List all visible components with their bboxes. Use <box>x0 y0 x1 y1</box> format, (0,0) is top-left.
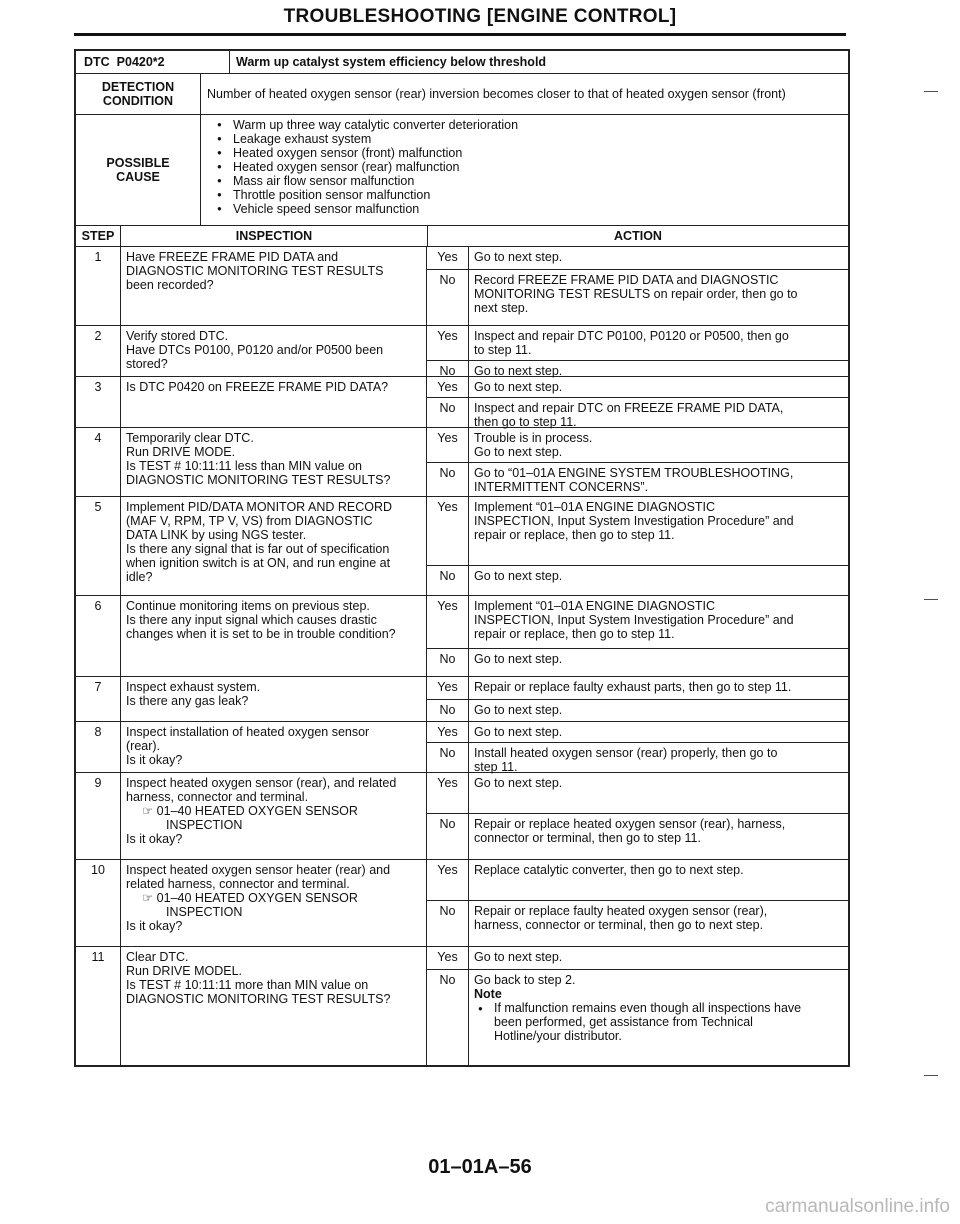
step-actions <box>427 773 848 859</box>
note-line: been performed, get assistance from Technical <box>494 1015 753 1029</box>
yes-row <box>427 596 848 649</box>
dtc-table <box>74 49 850 1067</box>
yes-label: Yes <box>427 773 469 813</box>
detection-row <box>76 74 848 115</box>
causes-list <box>207 118 518 216</box>
yes-row <box>427 428 848 463</box>
inspection-line: Run DRIVE MODE. <box>126 445 236 459</box>
step-number: 11 <box>76 947 121 1065</box>
yes-action <box>469 247 848 269</box>
action-line: Go to next step. <box>474 445 563 459</box>
yes-action <box>469 377 848 397</box>
no-action <box>469 463 848 497</box>
action-line: connector or terminal, then go to step 11. <box>474 831 701 845</box>
note-line: ● If malfunction remains even though all inspections have <box>474 1001 843 1015</box>
action-line: Replace catalytic converter, then go to next step. <box>474 863 744 877</box>
steps-header <box>76 226 848 247</box>
dtc-code: P0420*2 <box>116 55 165 69</box>
action-line: MONITORING TEST RESULTS on repair order, then go to <box>474 287 798 301</box>
reference-link[interactable]: ☞ 01–40 HEATED OXYGEN SENSOR <box>142 891 358 905</box>
step-inspection <box>121 428 427 496</box>
inspection-line: changes when it is set to be in trouble condition? <box>126 627 396 641</box>
inspection-line: Is there any signal that is far out of specification <box>126 542 390 556</box>
yes-action <box>469 773 848 813</box>
yes-row <box>427 677 848 700</box>
cause-item: ● Leakage exhaust system <box>233 132 518 146</box>
yes-label: Yes <box>427 860 469 900</box>
action-line: Repair or replace faulty heated oxygen sensor (rear), <box>474 904 768 918</box>
cause-item: ● Throttle position sensor malfunction <box>233 188 518 202</box>
no-row <box>427 649 848 676</box>
title-rule <box>74 33 846 36</box>
no-row <box>427 901 848 946</box>
detection-label-line2: CONDITION <box>102 94 174 108</box>
no-action <box>469 970 848 1065</box>
margin-mark: — <box>924 82 938 98</box>
step-actions <box>427 860 848 946</box>
action-line: Go to “01–01A ENGINE SYSTEM TROUBLESHOOTING, <box>474 466 794 480</box>
no-label: No <box>427 270 469 325</box>
no-label: No <box>427 566 469 595</box>
action-line: Go back to step 2. <box>474 973 576 987</box>
no-row <box>427 814 848 859</box>
action-line: next step. <box>474 301 529 315</box>
inspection-line: Is TEST # 10:11:11 less than MIN value on <box>126 459 363 473</box>
yes-label: Yes <box>427 428 469 462</box>
inspection-line: Is there any gas leak? <box>126 694 249 708</box>
inspection-line: Verify stored DTC. <box>126 329 229 343</box>
header-step: STEP <box>76 226 121 246</box>
inspection-line: when ignition switch is at ON, and run engine at <box>126 556 391 570</box>
cause-item: ● Mass air flow sensor malfunction <box>233 174 518 188</box>
no-action <box>469 270 848 325</box>
cause-item: ● Heated oxygen sensor (rear) malfunction <box>233 160 518 174</box>
action-line: harness, connector or terminal, then go to next step. <box>474 918 764 932</box>
yes-row <box>427 326 848 361</box>
page-number: 01–01A–56 <box>428 1156 532 1178</box>
step-inspection <box>121 947 427 1065</box>
step-number: 6 <box>76 596 121 676</box>
yes-row <box>427 860 848 901</box>
yes-row <box>427 377 848 398</box>
action-line: Go to next step. <box>474 569 563 583</box>
action-line: INSPECTION, Input System Investigation Procedure” and <box>474 514 794 528</box>
inspection-line: been recorded? <box>126 278 214 292</box>
page-title: TROUBLESHOOTING [ENGINE CONTROL] <box>283 6 677 27</box>
note-title: Note <box>474 987 502 1001</box>
watermark: carmanualsonline.info <box>765 1196 950 1217</box>
step-actions <box>427 428 848 496</box>
inspection-line: Inspect installation of heated oxygen sensor <box>126 725 370 739</box>
no-action <box>469 398 848 432</box>
no-label: No <box>427 700 469 721</box>
no-row <box>427 566 848 595</box>
detection-text: Number of heated oxygen sensor (rear) inversion becomes closer to that of heated oxygen sensor (front) <box>207 87 786 101</box>
no-row <box>427 700 848 721</box>
action-line: Go to next step. <box>474 380 563 394</box>
no-row <box>427 743 848 777</box>
no-action <box>469 649 848 676</box>
no-row <box>427 270 848 325</box>
steps-body <box>76 247 848 1065</box>
cause-item: ● Vehicle speed sensor malfunction <box>233 202 518 216</box>
yes-action <box>469 860 848 900</box>
causes-row <box>76 115 848 226</box>
inspection-line: idle? <box>126 570 153 584</box>
action-line: Implement “01–01A ENGINE DIAGNOSTIC <box>474 500 716 514</box>
action-line: Install heated oxygen sensor (rear) properly, then go to <box>474 746 778 760</box>
detection-label <box>76 74 201 114</box>
action-line: Inspect and repair DTC on FREEZE FRAME PID DATA, <box>474 401 784 415</box>
step-row <box>76 773 848 860</box>
step-inspection <box>121 722 427 772</box>
action-line: Inspect and repair DTC P0100, P0120 or P0500, then go <box>474 329 789 343</box>
inspection-line: (MAF V, RPM, TP V, VS) from DIAGNOSTIC <box>126 514 373 528</box>
step-inspection <box>121 326 427 376</box>
action-line: then go to step 11. <box>474 415 577 429</box>
yes-label: Yes <box>427 947 469 969</box>
action-line: step 11. <box>474 760 518 774</box>
action-line: Implement “01–01A ENGINE DIAGNOSTIC <box>474 599 716 613</box>
step-actions <box>427 377 848 427</box>
no-label: No <box>427 743 469 777</box>
cause-item: ● Heated oxygen sensor (front) malfunction <box>233 146 518 160</box>
action-line: Go to next step. <box>474 250 563 264</box>
no-label: No <box>427 398 469 432</box>
action-line: Go to next step. <box>474 725 563 739</box>
step-number: 3 <box>76 377 121 427</box>
dtc-label: DTC <box>84 55 110 69</box>
step-number: 5 <box>76 497 121 595</box>
inspection-line: DIAGNOSTIC MONITORING TEST RESULTS? <box>126 992 391 1006</box>
detection-label-line1: DETECTION <box>101 80 175 94</box>
step-inspection <box>121 677 427 721</box>
no-action <box>469 814 848 859</box>
no-row <box>427 463 848 497</box>
yes-label: Yes <box>427 722 469 742</box>
step-actions <box>427 596 848 676</box>
yes-label: Yes <box>427 247 469 269</box>
action-line: Go to next step. <box>474 776 563 790</box>
note-line: Hotline/your distributor. <box>494 1029 622 1043</box>
step-inspection <box>121 247 427 325</box>
step-number: 9 <box>76 773 121 859</box>
action-line: repair or replace, then go to step 11. <box>474 627 675 641</box>
step-number: 1 <box>76 247 121 325</box>
causes-label-line1: POSSIBLE <box>106 156 170 170</box>
inspection-line: Is it okay? <box>126 832 183 846</box>
step-actions <box>427 947 848 1065</box>
yes-row <box>427 497 848 566</box>
action-line: Go to next step. <box>474 364 563 378</box>
action-line: INSPECTION, Input System Investigation Procedure” and <box>474 613 794 627</box>
step-actions <box>427 677 848 721</box>
yes-label: Yes <box>427 677 469 699</box>
no-label: No <box>427 463 469 497</box>
step-row <box>76 677 848 722</box>
inspection-line: Is DTC P0420 on FREEZE FRAME PID DATA? <box>126 380 389 394</box>
causes-label-line2: CAUSE <box>116 170 160 184</box>
yes-label: Yes <box>427 326 469 360</box>
step-inspection <box>121 773 427 859</box>
inspection-line: Temporarily clear DTC. <box>126 431 254 445</box>
inspection-line: Inspect heated oxygen sensor (rear), and related <box>126 776 397 790</box>
inspection-line: DIAGNOSTIC MONITORING TEST RESULTS? <box>126 473 391 487</box>
step-row <box>76 377 848 428</box>
step-row <box>76 497 848 596</box>
inspection-line: Have FREEZE FRAME PID DATA and <box>126 250 339 264</box>
inspection-line: Run DRIVE MODEL. <box>126 964 243 978</box>
margin-mark: — <box>924 1066 938 1082</box>
inspection-line: Implement PID/DATA MONITOR AND RECORD <box>126 500 393 514</box>
action-line: repair or replace, then go to step 11. <box>474 528 675 542</box>
action-line: Go to next step. <box>474 652 563 666</box>
header-inspection: INSPECTION <box>121 226 428 246</box>
action-line: Trouble is in process. <box>474 431 593 445</box>
inspection-line: Is TEST # 10:11:11 more than MIN value on <box>126 978 369 992</box>
no-row <box>427 970 848 1065</box>
yes-label: Yes <box>427 377 469 397</box>
yes-action <box>469 722 848 742</box>
dtc-description: Warm up catalyst system efficiency below threshold <box>236 55 547 69</box>
step-inspection <box>121 596 427 676</box>
no-row <box>427 398 848 432</box>
yes-label: Yes <box>427 596 469 648</box>
no-label: No <box>427 814 469 859</box>
inspection-line: stored? <box>126 357 168 371</box>
inspection-line: harness, connector and terminal. <box>126 790 309 804</box>
step-number: 7 <box>76 677 121 721</box>
dtc-label-cell <box>76 51 230 73</box>
no-label: No <box>427 361 469 381</box>
action-line: Repair or replace faulty exhaust parts, then go to step 11. <box>474 680 792 694</box>
action-line: Go to next step. <box>474 703 563 717</box>
action-line: Go to next step. <box>474 950 563 964</box>
yes-row <box>427 947 848 970</box>
inspection-line: Have DTCs P0100, P0120 and/or P0500 been <box>126 343 384 357</box>
inspection-line: Is it okay? <box>126 919 183 933</box>
action-line: Repair or replace heated oxygen sensor (rear), harness, <box>474 817 786 831</box>
yes-row <box>427 773 848 814</box>
yes-label: Yes <box>427 497 469 565</box>
yes-row <box>427 722 848 743</box>
inspection-line: related harness, connector and terminal. <box>126 877 350 891</box>
reference-link-line2: INSPECTION <box>166 818 243 832</box>
reference-link[interactable]: ☞ 01–40 HEATED OXYGEN SENSOR <box>142 804 358 818</box>
action-line: to step 11. <box>474 343 532 357</box>
no-label: No <box>427 901 469 946</box>
inspection-line: Inspect heated oxygen sensor heater (rear) and <box>126 863 391 877</box>
yes-row <box>427 247 848 270</box>
no-action <box>469 901 848 946</box>
causes-list-wrap <box>201 115 524 225</box>
no-label: No <box>427 649 469 676</box>
no-action <box>469 566 848 595</box>
no-label: No <box>427 970 469 1065</box>
step-number: 8 <box>76 722 121 772</box>
inspection-line: (rear). <box>126 739 161 753</box>
action-line: Record FREEZE FRAME PID DATA and DIAGNOSTIC <box>474 273 779 287</box>
step-row <box>76 947 848 1065</box>
inspection-line: Inspect exhaust system. <box>126 680 261 694</box>
inspection-line: Continue monitoring items on previous step. <box>126 599 370 613</box>
step-row <box>76 722 848 773</box>
yes-action <box>469 677 848 699</box>
step-actions <box>427 326 848 376</box>
step-actions <box>427 247 848 325</box>
step-row <box>76 596 848 677</box>
step-actions <box>427 497 848 595</box>
yes-action <box>469 947 848 969</box>
step-inspection <box>121 497 427 595</box>
step-row <box>76 326 848 377</box>
step-inspection <box>121 377 427 427</box>
causes-label <box>76 115 201 225</box>
cause-item: ● Warm up three way catalytic converter deterioration <box>233 118 518 132</box>
inspection-line: Is there any input signal which causes drastic <box>126 613 377 627</box>
inspection-line: DIAGNOSTIC MONITORING TEST RESULTS <box>126 264 384 278</box>
action-line: INTERMITTENT CONCERNS”. <box>474 480 649 494</box>
yes-action <box>469 326 848 360</box>
dtc-row <box>76 51 848 74</box>
yes-action <box>469 497 848 565</box>
step-row <box>76 247 848 326</box>
step-row <box>76 860 848 947</box>
step-row <box>76 428 848 497</box>
margin-mark: — <box>924 590 938 606</box>
step-number: 10 <box>76 860 121 946</box>
no-action <box>469 743 848 777</box>
yes-action <box>469 596 848 648</box>
inspection-line: Clear DTC. <box>126 950 189 964</box>
header-action: ACTION <box>614 229 662 243</box>
reference-link-line2: INSPECTION <box>166 905 243 919</box>
yes-action <box>469 428 848 462</box>
no-action <box>469 700 848 721</box>
step-actions <box>427 722 848 772</box>
step-inspection <box>121 860 427 946</box>
inspection-line: Is it okay? <box>126 753 183 767</box>
inspection-line: DATA LINK by using NGS tester. <box>126 528 307 542</box>
step-number: 4 <box>76 428 121 496</box>
step-number: 2 <box>76 326 121 376</box>
